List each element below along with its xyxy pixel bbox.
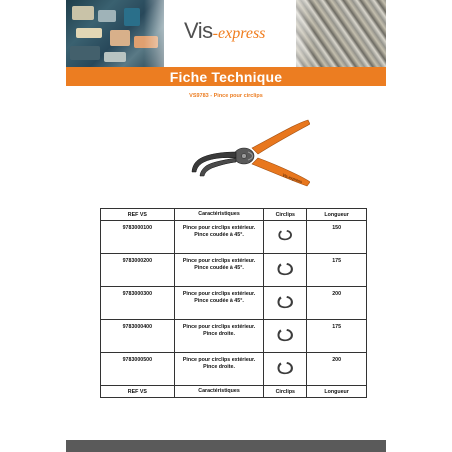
footer-bar — [66, 440, 386, 452]
cell-characteristics — [174, 221, 264, 254]
cell-characteristics — [174, 320, 264, 353]
characteristics-line: Pince pour circlips extérieur. — [182, 357, 256, 363]
table-row — [101, 287, 367, 320]
cell-length: 200 — [307, 353, 367, 386]
header-length: Longueur — [307, 209, 367, 221]
table-row — [101, 221, 367, 254]
footer-circlips: Circlips — [264, 386, 307, 398]
table-row — [101, 320, 367, 353]
cell-length: 175 — [307, 254, 367, 287]
header-banner — [66, 0, 386, 67]
footer-ref: REF VS — [101, 386, 175, 398]
technical-sheet-page — [66, 0, 386, 452]
cell-characteristics — [174, 353, 264, 386]
characteristics-line: Pince coudée à 45°. — [194, 264, 244, 271]
header-ref: REF VS — [101, 209, 175, 221]
table-footer-row — [101, 386, 367, 398]
product-subtitle: VS9783 - Pince pour circlips — [189, 93, 263, 99]
cell-circlip — [264, 254, 307, 287]
characteristics-line: Pince coudée à 45°. — [194, 297, 244, 304]
characteristics-line: Pince droite. — [203, 363, 235, 370]
table-row — [101, 353, 367, 386]
cell-ref: 9783000500 — [101, 353, 175, 386]
characteristics-line: Pince droite. — [203, 330, 235, 337]
cell-ref: 9783000100 — [101, 221, 175, 254]
cell-circlip — [264, 320, 307, 353]
cell-ref: 9783000200 — [101, 254, 175, 287]
page-title: Fiche Technique — [169, 68, 283, 85]
title-bar — [66, 67, 386, 86]
cell-circlip — [264, 221, 307, 254]
circlip-ring-icon — [275, 359, 295, 377]
table-row — [101, 254, 367, 287]
header-circlips: Circlips — [264, 209, 307, 221]
footer-characteristics: Caractéristiques — [174, 386, 264, 398]
characteristics-line: Pince pour circlips extérieur. — [182, 324, 256, 330]
table-header-row — [101, 209, 367, 221]
svg-text:Vis-express: Vis-express — [281, 172, 303, 185]
header-characteristics: Caractéristiques — [174, 209, 264, 221]
cell-length: 200 — [307, 287, 367, 320]
cell-characteristics — [174, 254, 264, 287]
logo-suffix-text: -express — [212, 25, 266, 42]
cell-length: 150 — [307, 221, 367, 254]
characteristics-line: Pince pour circlips extérieur. — [182, 225, 256, 231]
circlip-ring-icon — [275, 326, 295, 344]
cell-ref: 9783000300 — [101, 287, 175, 320]
characteristics-line: Pince pour circlips extérieur. — [182, 258, 256, 264]
characteristics-line: Pince coudée à 45°. — [194, 231, 244, 238]
circlip-ring-icon — [275, 260, 295, 278]
cell-circlip — [264, 353, 307, 386]
logo-main-text: Vis — [184, 18, 213, 43]
footer-length: Longueur — [307, 386, 367, 398]
cell-ref: 9783000400 — [101, 320, 175, 353]
cell-circlip — [264, 287, 307, 320]
spec-table — [100, 208, 367, 398]
cell-length: 175 — [307, 320, 367, 353]
characteristics-line: Pince pour circlips extérieur. — [182, 291, 256, 297]
cell-characteristics — [174, 287, 264, 320]
circlip-pliers-image — [140, 112, 310, 197]
circlip-ring-icon — [276, 227, 294, 243]
circlip-ring-icon — [275, 293, 295, 311]
